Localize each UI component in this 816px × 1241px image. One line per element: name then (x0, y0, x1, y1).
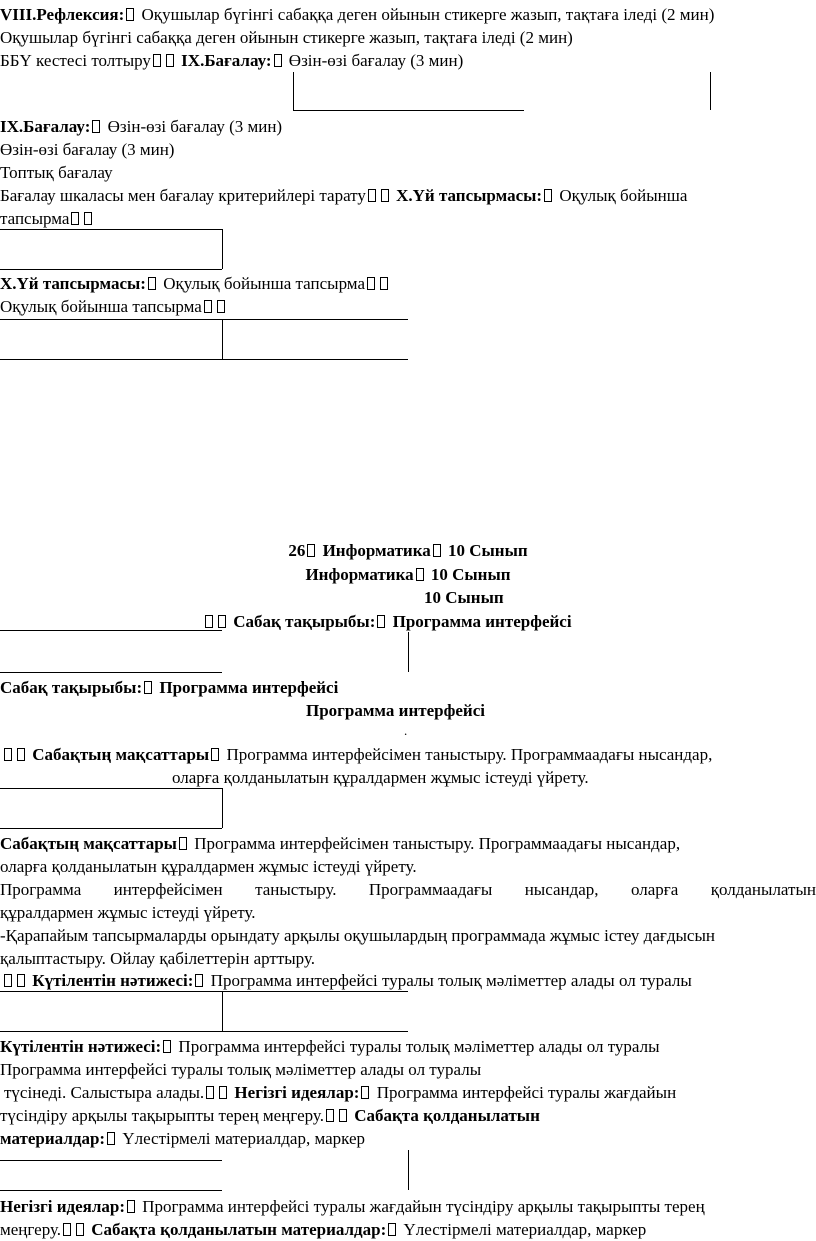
reflection-task: Оқушылар бүгінгі сабаққа деген ойынын стикерге жазып, тақтаға іледі (2 мин) (141, 5, 715, 24)
goals-label: Сабақтың мақсаттары (0, 834, 177, 853)
outcome-text: Программа интерфейсі туралы толық мәліметтер алады ол туралы (210, 971, 692, 990)
table-border-line (0, 1190, 222, 1191)
table-border-line (0, 269, 222, 270)
ideas-line-2 (0, 1196, 705, 1218)
table-border-line (0, 229, 222, 230)
table-border-line (0, 788, 222, 789)
checkbox-glyph-icon (166, 54, 174, 67)
checkbox-glyph-icon (127, 1200, 135, 1213)
checkbox-glyph-icon (367, 277, 375, 290)
checkbox-glyph-icon (84, 212, 92, 225)
ideas-label: Негізгі идеялар: (0, 1197, 126, 1216)
scale-line (0, 185, 687, 207)
table-border-line (222, 229, 223, 269)
topic-line-2 (0, 677, 338, 699)
outcome-ideas-line (4, 1082, 676, 1104)
goals-skills-end: қалыптастыру. Ойлау қабілеттерін арттыру. (0, 949, 316, 968)
assessment-line (0, 116, 282, 138)
checkbox-glyph-icon (361, 1086, 369, 1099)
reflection-task-repeat: Оқушылар бүгінгі сабаққа деген ойынын стикерге жазып, тақтаға іледі (2 мин) (0, 28, 573, 47)
ideas-text-full: Программа интерфейсі туралы жағдайын түсіндіру арқылы тақырыпты терең (142, 1197, 705, 1216)
goals-text: Программа интерфейсімен таныстыру. Программаадағы нысандар, (226, 745, 713, 764)
assessment-task: Өзін-өзі бағалау (3 мин) (107, 117, 283, 136)
checkbox-glyph-icon (219, 1086, 227, 1099)
outcome-text-2: түсінеді. Салыстыра алады. (4, 1083, 205, 1102)
ideas-end-line (0, 1219, 646, 1241)
homework-heading: X.Үй тапсырмасы: (396, 186, 543, 205)
homework-cont (0, 208, 95, 230)
goals-paragraph-line: Программа интерфейсімен таныстыру. Программаадағы нысандар, оларға қолданылатын (0, 880, 816, 899)
homework-line (0, 273, 391, 295)
checkbox-glyph-icon (368, 189, 376, 202)
checkbox-glyph-icon (153, 54, 161, 67)
outcome-label: Күтілентін нәтижесі: (32, 971, 194, 990)
checkbox-glyph-icon (544, 189, 552, 202)
bbu-line (0, 50, 463, 72)
checkbox-glyph-icon (206, 1086, 214, 1099)
table-border-line (0, 991, 408, 992)
table-border-line (408, 632, 409, 672)
table-border-line (222, 319, 223, 359)
table-border-line (0, 828, 222, 829)
goals-label: Сабақтың мақсаттары (32, 745, 210, 764)
dot: . (404, 723, 408, 738)
goals-skills: -Қарапайым тапсырмаларды орындату арқылы оқушылардың программада жұмыс істеу дағдысын (0, 926, 715, 945)
table-border-line (0, 1160, 222, 1161)
goals-line-2 (0, 833, 680, 855)
materials-text: Үлестірмелі материалдар, маркер (122, 1129, 366, 1148)
checkbox-glyph-icon (217, 300, 225, 313)
ideas-text-end: меңгеру. (0, 1220, 62, 1239)
table-border-line (0, 359, 408, 360)
checkbox-glyph-icon (179, 837, 187, 850)
homework-task-repeat: Оқулық бойынша тапсырма (0, 297, 202, 316)
scale-text: Бағалау шкаласы мен бағалау критерийлері тарату (0, 186, 366, 205)
goals-paragraph-end: құралдармен жұмыс істеуді үйрету. (0, 903, 256, 922)
lesson-subject-line (0, 564, 816, 586)
ideas-text: Программа интерфейсі туралы жағдайын (376, 1083, 677, 1102)
materials-label-1: Сабақта қолданылатын (354, 1106, 540, 1125)
ideas-label: Негізгі идеялар: (234, 1083, 360, 1102)
table-border-line (0, 319, 408, 320)
checkbox-glyph-icon (388, 1223, 396, 1236)
reflection-line (0, 4, 714, 26)
table-border-line (0, 672, 222, 673)
checkbox-glyph-icon (211, 748, 219, 761)
checkbox-glyph-icon (144, 681, 152, 694)
topic-label: Сабақ тақырыбы: (233, 612, 376, 631)
topic-label: Сабақ тақырыбы: (0, 678, 143, 697)
goals-text-2: оларға қолданылатын құралдармен жұмыс істеуді үйрету. (0, 857, 417, 876)
homework-task-word: тапсырма (0, 209, 70, 228)
checkbox-glyph-icon (380, 277, 388, 290)
outcome-text: Программа интерфейсі туралы толық мәліметтер алады ол туралы (178, 1037, 660, 1056)
reflection-heading: VIII.Рефлексия: (0, 5, 125, 24)
ideas-text-cont: түсіндіру арқылы тақырыпты терең меңгеру. (0, 1106, 324, 1125)
homework-heading: X.Үй тапсырмасы: (0, 274, 146, 293)
materials-label-full: Сабақта қолданылатын материалдар: (91, 1220, 387, 1239)
topic-value: Программа интерфейсі (159, 678, 339, 697)
checkbox-glyph-icon (326, 1109, 334, 1122)
lesson-grade: 10 Сынып (448, 541, 528, 560)
checkbox-glyph-icon (71, 212, 79, 225)
lesson-number: 26 (288, 541, 306, 560)
outcome-line (2, 970, 692, 992)
outcome-line-2 (0, 1036, 660, 1058)
checkbox-glyph-icon (433, 544, 441, 557)
table-border-line (0, 630, 222, 631)
goals-text: Программа интерфейсімен таныстыру. Программаадағы нысандар, (194, 834, 681, 853)
checkbox-glyph-icon (107, 1132, 115, 1145)
bbu-text: ББҮ кестесі толтыру (0, 51, 151, 70)
checkbox-glyph-icon (163, 1040, 171, 1053)
goals-paragraph (0, 879, 816, 901)
checkbox-glyph-icon (218, 615, 226, 628)
homework-task-full: Оқулық бойынша тапсырма (163, 274, 365, 293)
checkbox-glyph-icon (339, 1109, 347, 1122)
checkbox-glyph-icon (4, 974, 12, 987)
materials-label-2: материалдар: (0, 1129, 106, 1148)
table-border-line (293, 110, 524, 111)
checkbox-glyph-icon (307, 544, 315, 557)
checkbox-glyph-icon (377, 615, 385, 628)
table-border-line (408, 1150, 409, 1190)
checkbox-glyph-icon (148, 277, 156, 290)
materials-line (0, 1128, 365, 1150)
table-border-line (222, 788, 223, 828)
lesson-subject: Информатика (322, 541, 431, 560)
checkbox-glyph-icon (17, 974, 25, 987)
goals-text-2: оларға қолданылатын құралдармен жұмыс істеуді үйрету. (172, 768, 589, 787)
topic-value-centered: Программа интерфейсі (306, 701, 485, 720)
checkbox-glyph-icon (381, 189, 389, 202)
assessment-task: Өзін-өзі бағалау (3 мин) (288, 51, 464, 70)
homework-repeat-line (0, 296, 228, 318)
checkbox-glyph-icon (63, 1223, 71, 1236)
checkbox-glyph-icon (17, 748, 25, 761)
table-border-line (0, 1031, 408, 1032)
checkbox-glyph-icon (92, 120, 100, 133)
assessment-heading: IX.Бағалау: (0, 117, 91, 136)
table-border-line (293, 72, 294, 110)
goals-line (2, 744, 712, 766)
checkbox-glyph-icon (205, 615, 213, 628)
lesson-header (0, 540, 816, 562)
checkbox-glyph-icon (195, 974, 203, 987)
topic-value: Программа интерфейсі (392, 612, 572, 631)
homework-task: Оқулық бойынша (559, 186, 688, 205)
group-assessment: Топтық бағалау (0, 163, 113, 182)
outcome-label: Күтілентін нәтижесі: (0, 1037, 162, 1056)
checkbox-glyph-icon (416, 568, 424, 581)
lesson-subject: Информатика (305, 565, 414, 584)
outcome-text-repeat: Программа интерфейсі туралы толық мәліметтер алады ол туралы (0, 1060, 482, 1079)
lesson-grade-line: 10 Сынып (424, 588, 504, 607)
checkbox-glyph-icon (4, 748, 12, 761)
checkbox-glyph-icon (76, 1223, 84, 1236)
table-border-line (222, 991, 223, 1031)
topic-line (203, 611, 572, 633)
checkbox-glyph-icon (274, 54, 282, 67)
assessment-task-repeat: Өзін-өзі бағалау (3 мин) (0, 140, 175, 159)
checkbox-glyph-icon (204, 300, 212, 313)
ideas-materials-line (0, 1105, 540, 1127)
table-border-line (710, 72, 711, 110)
lesson-grade: 10 Сынып (430, 565, 511, 584)
assessment-heading: IX.Бағалау: (181, 51, 272, 70)
checkbox-glyph-icon (126, 8, 134, 21)
materials-text: Үлестірмелі материалдар, маркер (403, 1220, 647, 1239)
